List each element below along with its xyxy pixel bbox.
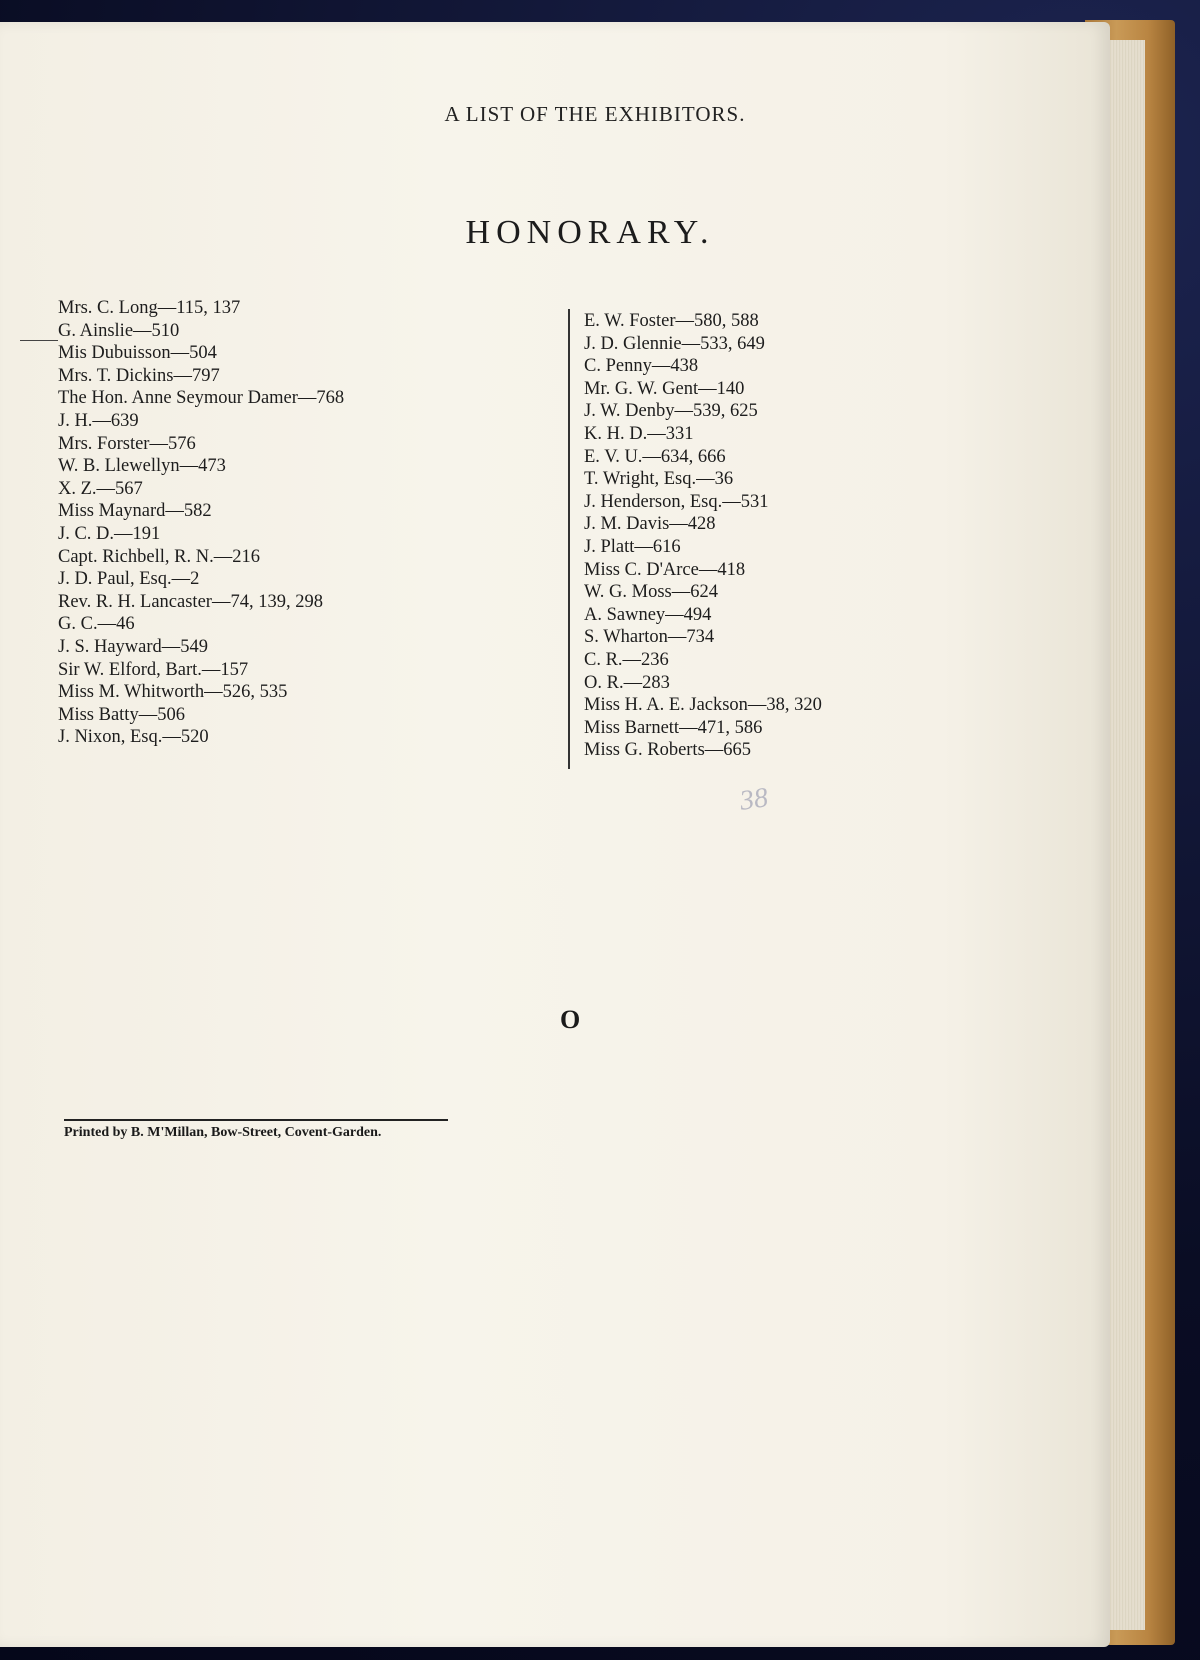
book-page [0,22,1110,1647]
list-item: J. Henderson, Esq.—531 [584,491,769,512]
list-item: Miss C. D'Arce—418 [584,559,746,580]
list-item: J. D. Glennie—533, 649 [584,333,765,354]
list-item: J. H.—639 [58,410,139,431]
list-item: Rev. R. H. Lancaster—74, 139, 298 [58,591,323,612]
list-item: The Hon. Anne Seymour Damer—768 [58,388,345,409]
list-item: Sir W. Elford, Bart.—157 [58,659,249,680]
list-item: Miss Batty—506 [58,704,185,725]
list-item: Mr. G. W. Gent—140 [584,378,745,399]
list-item: G. C.—46 [58,614,135,635]
list-item: X. Z.—567 [58,478,143,499]
honorary-list-left [58,297,558,749]
list-item: Mis Dubuisson—504 [58,343,217,364]
list-item: A. Sawney—494 [584,604,712,625]
list-item: Mrs. C. Long—115, 137 [58,298,241,318]
signature-letter: O [560,1005,581,1034]
list-item: J. W. Denby—539, 625 [584,401,758,422]
list-item: Mrs. T. Dickins—797 [58,365,220,386]
list-item: J. Nixon, Esq.—520 [58,727,209,748]
imprint-rule [64,1119,448,1121]
printer-imprint: Printed by B. M'Millan, Bow-Street, Covent-Garden. [64,1125,382,1140]
margin-dash-mark [20,340,58,341]
list-item: Mrs. Forster—576 [58,433,196,454]
section-title: HONORARY. [465,214,715,251]
list-item: J. S. Hayward—549 [58,636,209,657]
list-item: J. M. Davis—428 [584,514,716,535]
list-item: J. Platt—616 [584,536,681,557]
list-item: E. V. U.—634, 666 [584,446,726,467]
list-item: W. B. Llewellyn—473 [58,456,226,477]
list-item: W. G. Moss—624 [584,582,718,603]
list-item: G. Ainslie—510 [58,320,180,341]
list-item: Miss H. A. E. Jackson—38, 320 [584,695,822,716]
list-item: C. Penny—438 [584,356,699,377]
list-item: Miss M. Whitworth—526, 535 [58,682,288,703]
pencil-annotation: 38 [737,782,770,817]
list-item: Capt. Richbell, R. N.—216 [58,546,260,567]
list-item: J. C. D.—191 [58,523,161,544]
list-item: S. Wharton—734 [584,627,715,648]
list-item: Miss G. Roberts—665 [584,740,752,761]
list-item: Miss Barnett—471, 586 [584,717,763,738]
honorary-list-right [584,310,944,762]
list-item: E. W. Foster—580, 588 [584,311,759,331]
running-head: A LIST OF THE EXHIBITORS. [444,102,746,126]
list-item: C. R.—236 [584,649,669,670]
list-item: T. Wright, Esq.—36 [584,469,734,490]
list-item: J. D. Paul, Esq.—2 [58,569,200,590]
list-item: Miss Maynard—582 [58,501,212,522]
list-item: K. H. D.—331 [584,423,694,444]
column-rule [568,309,570,769]
list-item: O. R.—283 [584,672,670,693]
